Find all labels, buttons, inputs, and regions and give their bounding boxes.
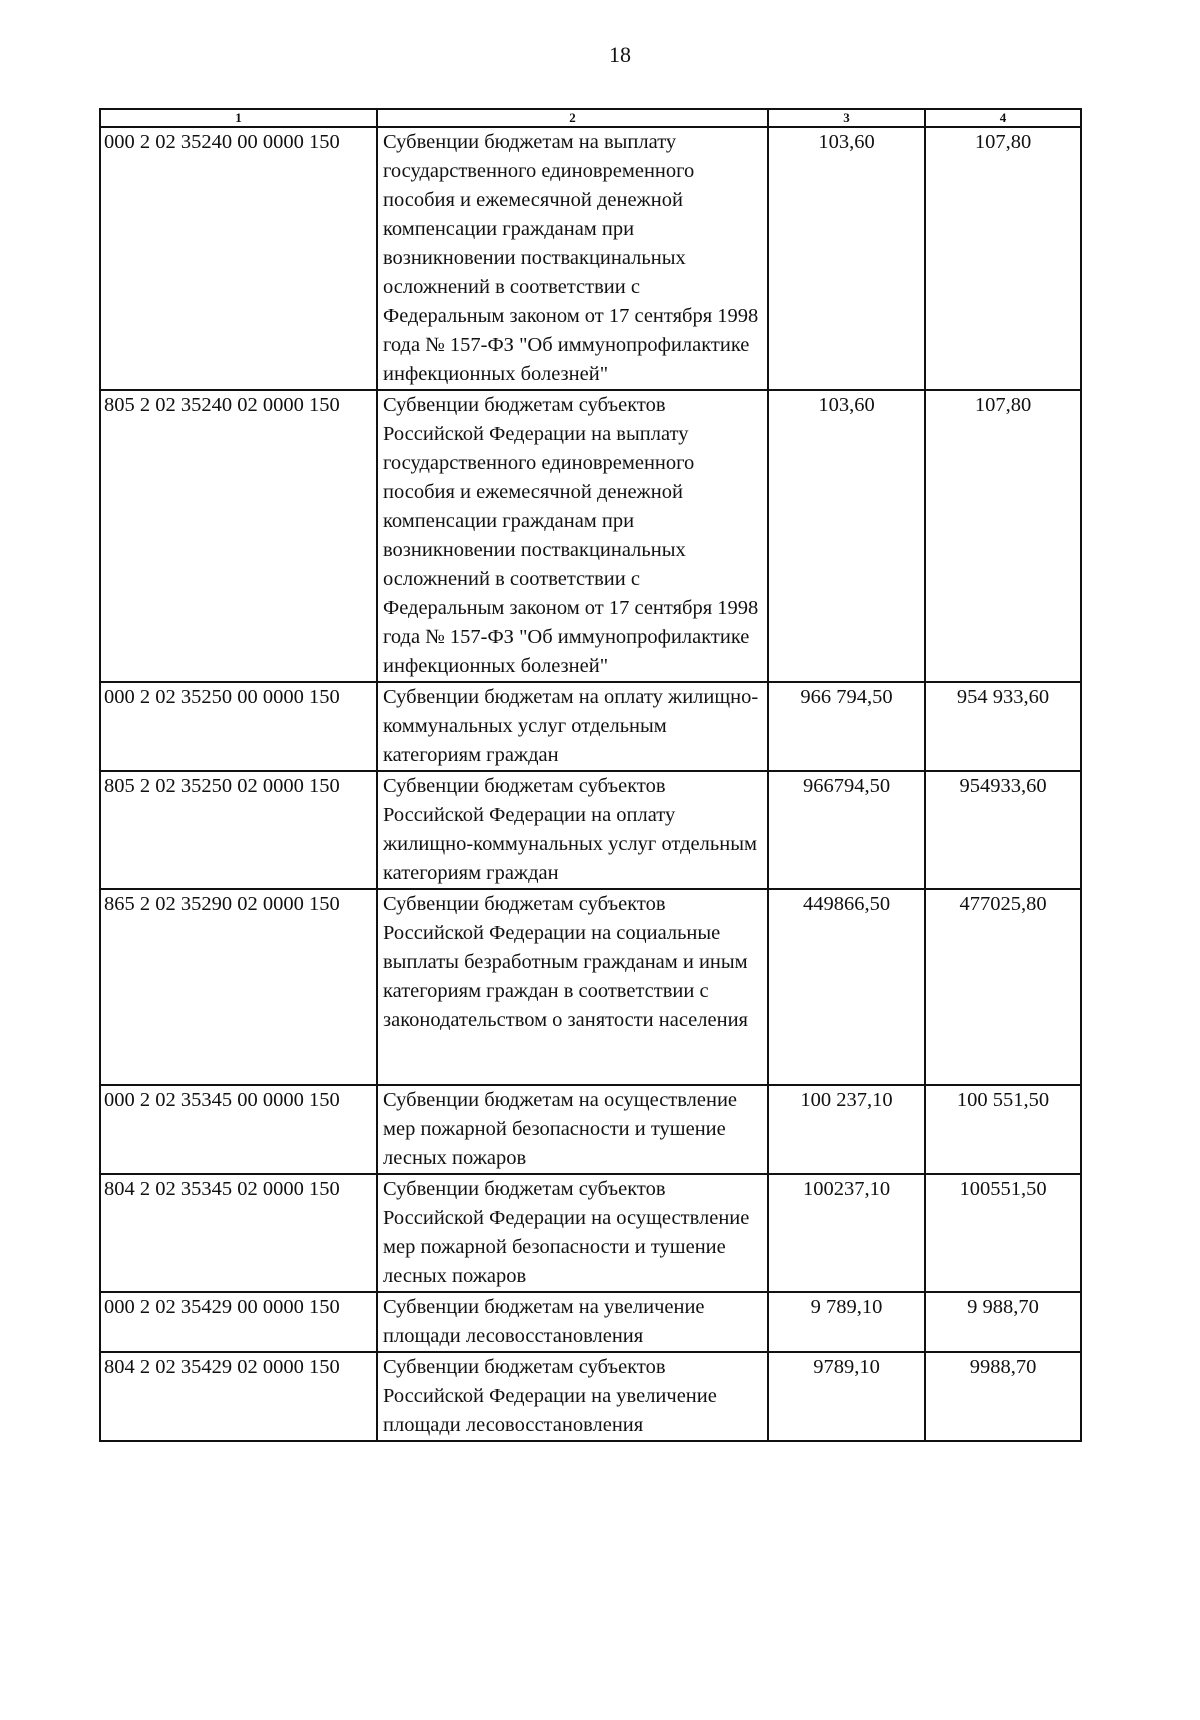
table-row	[100, 1352, 1081, 1441]
amount-col4-cell: 100551,50	[925, 1174, 1081, 1292]
budget-code-cell: 805 2 02 35240 02 0000 150	[100, 390, 377, 682]
description-cell: Субвенции бюджетам субъектов Российской Федерации на выплату государственного единовременного пособия и ежемесячной денежной компенсации гражданам при возникновении поствакцинальных осложнений в соответствии с Федеральным законом от 17 сентября 1998 года № 157-ФЗ "Об иммунопрофилактике инфекционных болезней"	[377, 390, 768, 682]
budget-code-cell: 804 2 02 35345 02 0000 150	[100, 1174, 377, 1292]
table-row	[100, 1292, 1081, 1352]
column-header-4: 4	[925, 109, 1081, 127]
amount-col4-cell: 954 933,60	[925, 682, 1081, 771]
column-header-3: 3	[768, 109, 925, 127]
budget-code-cell: 805 2 02 35250 02 0000 150	[100, 771, 377, 889]
amount-col4-cell: 9988,70	[925, 1352, 1081, 1441]
amount-col3-cell: 103,60	[768, 127, 925, 390]
column-header-2: 2	[377, 109, 768, 127]
description-cell: Субвенции бюджетам на оплату жилищно-коммунальных услуг отдельным категориям граждан	[377, 682, 768, 771]
table-row	[100, 771, 1081, 889]
table-row	[100, 390, 1081, 682]
description-cell: Субвенции бюджетам субъектов Российской Федерации на осуществление мер пожарной безопасности и тушение лесных пожаров	[377, 1174, 768, 1292]
amount-col4-cell: 107,80	[925, 390, 1081, 682]
description-cell: Субвенции бюджетам на увеличение площади лесовосстановления	[377, 1292, 768, 1352]
description-cell: Субвенции бюджетам субъектов Российской Федерации на увеличение площади лесовосстановления	[377, 1352, 768, 1441]
budget-code-cell: 000 2 02 35345 00 0000 150	[100, 1085, 377, 1174]
table-row	[100, 1085, 1081, 1174]
page-number: 18	[609, 42, 631, 67]
description-cell: Субвенции бюджетам на осуществление мер пожарной безопасности и тушение лесных пожаров	[377, 1085, 768, 1174]
description-cell: Субвенции бюджетам субъектов Российской Федерации на социальные выплаты безработным гражданам и иным категориям граждан в соответствии с законодательством о занятости населения	[377, 889, 768, 1085]
amount-col3-cell: 100237,10	[768, 1174, 925, 1292]
amount-col3-cell: 966794,50	[768, 771, 925, 889]
amount-col3-cell: 9789,10	[768, 1352, 925, 1441]
table-row	[100, 682, 1081, 771]
column-header-1: 1	[100, 109, 377, 127]
description-cell: Субвенции бюджетам субъектов Российской Федерации на оплату жилищно-коммунальных услуг отдельным категориям граждан	[377, 771, 768, 889]
description-cell: Субвенции бюджетам на выплату государственного единовременного пособия и ежемесячной денежной компенсации гражданам при возникновении поствакцинальных осложнений в соответствии с Федеральным законом от 17 сентября 1998 года № 157-ФЗ "Об иммунопрофилактике инфекционных болезней"	[377, 127, 768, 390]
amount-col4-cell: 100 551,50	[925, 1085, 1081, 1174]
amount-col3-cell: 449866,50	[768, 889, 925, 1085]
budget-code-cell: 804 2 02 35429 02 0000 150	[100, 1352, 377, 1441]
amount-col3-cell: 100 237,10	[768, 1085, 925, 1174]
budget-code-cell: 000 2 02 35240 00 0000 150	[100, 127, 377, 390]
budget-table	[99, 108, 1082, 1442]
amount-col3-cell: 103,60	[768, 390, 925, 682]
budget-code-cell: 000 2 02 35429 00 0000 150	[100, 1292, 377, 1352]
amount-col3-cell: 966 794,50	[768, 682, 925, 771]
budget-code-cell: 865 2 02 35290 02 0000 150	[100, 889, 377, 1085]
amount-col4-cell: 9 988,70	[925, 1292, 1081, 1352]
budget-code-cell: 000 2 02 35250 00 0000 150	[100, 682, 377, 771]
table-row	[100, 127, 1081, 390]
amount-col3-cell: 9 789,10	[768, 1292, 925, 1352]
table-row	[100, 1174, 1081, 1292]
amount-col4-cell: 107,80	[925, 127, 1081, 390]
table-row	[100, 889, 1081, 1085]
amount-col4-cell: 477025,80	[925, 889, 1081, 1085]
amount-col4-cell: 954933,60	[925, 771, 1081, 889]
table-header-row	[100, 109, 1081, 127]
